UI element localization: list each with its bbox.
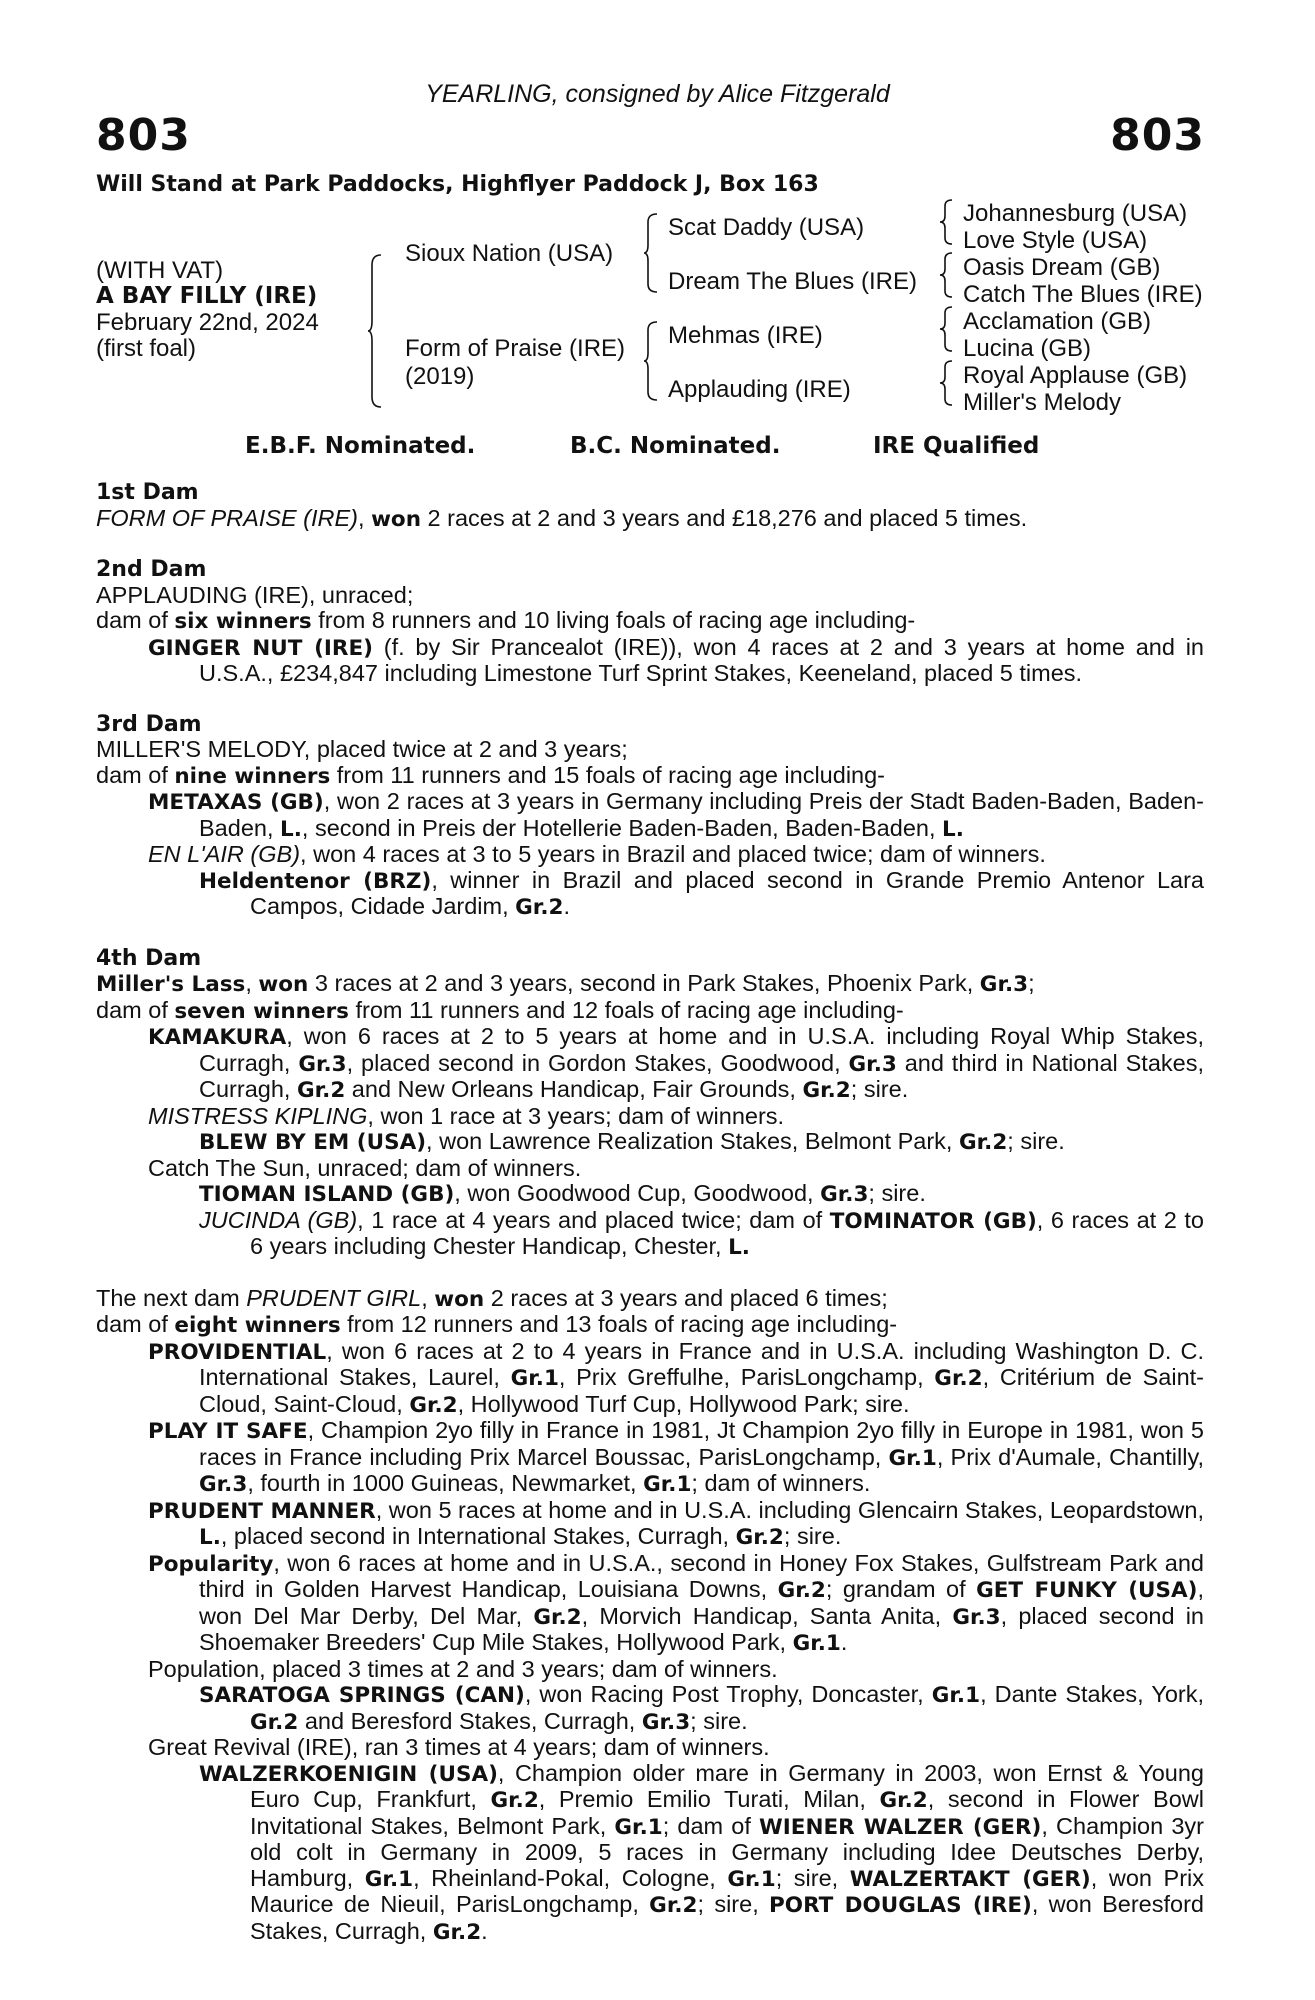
- bold-text: L.: [199, 1525, 221, 1550]
- bold-text: Gr.3: [298, 1051, 347, 1077]
- text: , 1 race at 4 years and placed twice; dam of: [357, 1206, 830, 1233]
- text: dam of: [96, 761, 175, 788]
- text: , fourth in 1000 Guineas, Newmarket,: [247, 1470, 644, 1496]
- text: from 11 runners and 15 foals of racing age including-: [330, 761, 886, 788]
- text: dam of: [96, 607, 175, 633]
- family-record: [96, 480, 1204, 1945]
- stand-location: Will Stand at Park Paddocks, Highflyer Paddock J, Box 163: [96, 172, 819, 197]
- pedigree-ggparent-4: Catch The Blues (IRE): [963, 281, 1203, 308]
- bold-text: PROVIDENTIAL: [148, 1339, 327, 1365]
- bold-text: Gr.1: [792, 1631, 841, 1656]
- bold-text: L.: [942, 816, 964, 842]
- dam-section: [96, 712, 1204, 921]
- text: , won Goodwood Cup, Goodwood,: [454, 1180, 821, 1206]
- bold-text: Gr.3: [641, 1709, 691, 1735]
- bold-text: won: [371, 506, 422, 532]
- text: , won 1 race at 3 years; dam of winners.: [367, 1102, 785, 1129]
- record-entry: [96, 506, 1204, 533]
- pedigree-ggparent-6: Lucina (GB): [963, 335, 1092, 362]
- lot-number-right: 803: [1110, 110, 1205, 161]
- record-entry: [96, 1312, 1204, 1339]
- bold-text: PLAY IT SAFE: [148, 1419, 308, 1444]
- text: ,: [421, 1284, 435, 1311]
- pedigree-sire-sire: Scat Daddy (USA): [668, 214, 865, 241]
- pedigree-ggparent-2: Love Style (USA): [963, 227, 1148, 254]
- text: , Champion 2yo filly in France in 1981, Jt Champion 2yo filly in Europe in 1981, won 5 races in France including Prix Marcel Boussac, ParisLongchamp,: [199, 1417, 1204, 1470]
- text: from 8 runners and 10 living foals of racing age including-: [311, 607, 916, 633]
- text: ; sire.: [783, 1523, 842, 1549]
- pedigree-ggparent-1: Johannesburg (USA): [963, 200, 1188, 227]
- bold-text: Gr.1: [614, 1814, 663, 1840]
- record-entry: [96, 1498, 1204, 1551]
- bold-text: PRUDENT MANNER: [148, 1498, 376, 1524]
- text: 2 races at 3 years and placed 6 times;: [484, 1284, 888, 1311]
- italic-text: EN L'AIR (GB): [148, 841, 301, 867]
- text: 2 races at 2 and 3 years and £18,276 and placed 5 times.: [421, 504, 1028, 531]
- bold-text: GET FUNKY (USA): [976, 1578, 1198, 1603]
- bold-text: TOMINATOR (GB): [829, 1208, 1037, 1234]
- bold-text: seven winners: [174, 998, 349, 1024]
- pedigree-bracket-g12: [940, 200, 954, 244]
- ebf-nomination: E.B.F. Nominated.: [245, 433, 476, 459]
- record-entry: [96, 1024, 1204, 1104]
- pedigree-ggparent-7: Royal Applause (GB): [963, 362, 1188, 389]
- bold-text: Gr.2: [409, 1392, 458, 1418]
- pedigree-bracket-main: [368, 255, 384, 407]
- bold-text: METAXAS (GB): [148, 790, 324, 815]
- text: , second in Flower Bowl Invitational Stakes, Belmont Park,: [250, 1786, 1204, 1839]
- text: , placed second in International Stakes, Curragh,: [220, 1523, 736, 1549]
- text: ; dam of: [662, 1812, 760, 1839]
- bold-text: Gr.2: [649, 1893, 698, 1918]
- text: , won Del Mar Derby, Del Mar,: [199, 1576, 1204, 1629]
- text: , Critérium de Saint-Cloud, Saint-Cloud,: [199, 1364, 1205, 1417]
- text: , 6 races at 2 to 6 years including Chester Handicap, Chester,: [250, 1206, 1204, 1259]
- bold-text: six winners: [174, 609, 312, 634]
- text: , won Prix Maurice de Nieuil, ParisLongchamp,: [250, 1864, 1205, 1917]
- text: , placed second in Gordon Stakes, Goodwood,: [346, 1049, 849, 1076]
- text: , won Lawrence Realization Stakes, Belmont Park,: [426, 1128, 959, 1154]
- text: , Morvich Handicap, Santa Anita,: [581, 1602, 953, 1629]
- pedigree-ggparent-3: Oasis Dream (GB): [963, 254, 1161, 281]
- bold-text: WALZERTAKT (GER): [849, 1866, 1091, 1892]
- text: Catch The Sun, unraced; dam of winners.: [148, 1154, 582, 1181]
- record-entry: [96, 998, 1204, 1025]
- bold-text: Gr.2: [432, 1919, 482, 1945]
- pedigree-dam-dam: Applauding (IRE): [668, 376, 851, 403]
- bold-text: won: [258, 972, 309, 997]
- text: ,: [245, 970, 259, 996]
- pedigree-bracket-dam: [644, 322, 660, 400]
- text: , won 4 races at 3 to 5 years in Brazil and placed twice; dam of winners.: [300, 841, 1046, 867]
- text: from 11 runners and 12 foals of racing age including-: [348, 996, 904, 1023]
- section-title: 4th Dam: [96, 945, 202, 971]
- bold-text: Gr.2: [250, 1709, 299, 1735]
- horse-dob: February 22nd, 2024: [96, 309, 319, 336]
- italic-text: JUCINDA (GB): [199, 1206, 358, 1233]
- pedigree-dam-year: (2019): [405, 363, 475, 390]
- bold-text: Gr.2: [958, 1130, 1008, 1155]
- text: , Premio Emilio Turati, Milan,: [538, 1786, 880, 1812]
- record-entry: [96, 1551, 1204, 1657]
- bold-text: Gr.1: [643, 1472, 692, 1497]
- section-title: 2nd Dam: [96, 557, 207, 582]
- record-entry: [96, 1339, 1204, 1419]
- record-entry: [96, 1286, 1204, 1313]
- text: , Prix d'Aumale, Chantilly,: [936, 1443, 1204, 1470]
- pedigree-sire-dam: Dream The Blues (IRE): [668, 268, 917, 295]
- pedigree-dam: Form of Praise (IRE): [405, 335, 626, 362]
- section-title: 3rd Dam: [96, 711, 202, 737]
- text: ; grandam of: [825, 1576, 977, 1602]
- text: and third in National Stakes, Curragh,: [199, 1049, 1205, 1102]
- bold-text: Gr.1: [510, 1366, 559, 1391]
- bold-text: Popularity: [148, 1551, 274, 1577]
- text: , won 2 races at 3 years in Germany including Preis der Stadt Baden-Baden, Baden-Baden,: [199, 788, 1204, 841]
- text: Great Revival (IRE), ran 3 times at 4 years; dam of winners.: [148, 1734, 770, 1760]
- pedigree-sire: Sioux Nation (USA): [405, 240, 614, 267]
- pedigree-bracket-g56: [940, 307, 954, 351]
- lot-number-left: 803: [96, 110, 191, 161]
- record-entry: [96, 763, 1204, 790]
- bc-nomination: B.C. Nominated.: [570, 433, 781, 459]
- bold-text: WALZERKOENIGIN (USA): [199, 1761, 498, 1787]
- text: , Champion 3yr old colt in Germany in 2009, 5 races in Germany including Idee Deutsches Derby, Hamburg,: [250, 1812, 1204, 1891]
- text: 3 races at 2 and 3 years, second in Park Stakes, Phoenix Park,: [308, 970, 980, 996]
- record-entry: [96, 868, 1204, 921]
- bold-text: Gr.1: [888, 1445, 937, 1471]
- bold-text: GINGER NUT (IRE): [148, 635, 373, 661]
- dam-section: [96, 1286, 1204, 1946]
- text: Population, placed 3 times at 2 and 3 years; dam of winners.: [148, 1655, 778, 1682]
- text: and Beresford Stakes, Curragh,: [298, 1707, 642, 1734]
- italic-text: MISTRESS KIPLING: [148, 1102, 368, 1129]
- text: and New Orleans Handicap, Fair Grounds,: [345, 1076, 803, 1102]
- horse-name: A BAY FILLY (IRE): [96, 283, 318, 309]
- record-entry: [96, 1208, 1204, 1261]
- text: ; sire.: [868, 1180, 926, 1206]
- bold-text: TIOMAN ISLAND (GB): [199, 1182, 455, 1207]
- text: ; sire.: [850, 1076, 909, 1102]
- bold-text: Gr.2: [879, 1788, 928, 1813]
- dam-section: [96, 557, 1204, 687]
- bold-text: L.: [728, 1235, 750, 1260]
- record-entry: [96, 842, 1204, 868]
- italic-text: FORM OF PRAISE (IRE): [96, 504, 358, 531]
- bold-text: Gr.3: [199, 1472, 248, 1497]
- bold-text: eight winners: [174, 1313, 341, 1338]
- text: , winner in Brazil and placed second in Grande Premio Antenor Lara Campos, Cidade Jardim,: [250, 866, 1204, 919]
- text: The next dam: [96, 1284, 247, 1311]
- record-entry: [96, 1156, 1204, 1182]
- bold-text: L.: [280, 816, 302, 842]
- bold-text: Gr.2: [490, 1788, 539, 1813]
- text: from 12 runners and 13 foals of racing age including-: [340, 1311, 898, 1337]
- record-entry: [96, 608, 1204, 635]
- bold-text: Heldentenor (BRZ): [199, 868, 432, 894]
- bold-text: Gr.2: [934, 1366, 983, 1391]
- text: ; sire,: [775, 1864, 850, 1891]
- consignment-line: YEARLING, consigned by Alice Fitzgerald: [425, 80, 890, 108]
- pedigree-ggparent-5: Acclamation (GB): [963, 308, 1152, 335]
- bold-text: nine winners: [174, 763, 331, 789]
- text: ; sire.: [690, 1707, 748, 1734]
- text: , Dante Stakes, York,: [980, 1681, 1205, 1707]
- bold-text: BLEW BY EM (USA): [199, 1130, 427, 1155]
- text: ;: [1028, 970, 1035, 996]
- record-entry: [96, 1735, 1204, 1761]
- bold-text: Gr.2: [296, 1078, 346, 1103]
- text: dam of: [96, 1311, 175, 1337]
- text: , won 6 races at 2 to 4 years in France and in U.S.A. including Washington D. C. International Stakes, Laurel,: [199, 1337, 1204, 1390]
- bold-text: Gr.1: [931, 1683, 981, 1708]
- record-entry: [96, 1418, 1204, 1498]
- record-entry: [96, 1129, 1204, 1156]
- text: dam of: [96, 996, 175, 1023]
- text: , won 6 races at home and in U.S.A., second in Honey Fox Stakes, Gulfstream Park and third in Golden Harvest Handicap, Louisiana Downs,: [199, 1549, 1204, 1602]
- bold-text: Gr.2: [735, 1525, 784, 1550]
- horse-foal-note: (first foal): [96, 335, 197, 362]
- bold-text: WIENER WALZER (GER): [759, 1814, 1042, 1840]
- bold-text: Gr.3: [820, 1182, 869, 1207]
- bold-text: Gr.2: [802, 1078, 851, 1103]
- text: , second in Preis der Hotellerie Baden-Baden, Baden-Baden,: [301, 814, 943, 841]
- section-title: 1st Dam: [96, 480, 199, 505]
- bold-text: Gr.3: [848, 1051, 897, 1077]
- text: , Champion older mare in Germany in 2003, won Ernst & Young Euro Cup, Frankfurt,: [250, 1759, 1204, 1812]
- record-entry: [96, 1761, 1204, 1946]
- record-entry: [96, 635, 1204, 687]
- text: , won Racing Post Trophy, Doncaster,: [524, 1681, 932, 1707]
- text: MILLER'S MELODY, placed twice at 2 and 3 years;: [96, 736, 628, 762]
- text: , Rheinland-Pokal, Cologne,: [413, 1864, 728, 1891]
- dam-section: [96, 946, 1204, 1261]
- pedigree-ggparent-8: Miller's Melody: [963, 389, 1121, 416]
- bold-text: Gr.3: [979, 972, 1029, 997]
- text: , Hollywood Turf Cup, Hollywood Park; sire.: [457, 1390, 910, 1417]
- text: , Prix Greffulhe, ParisLongchamp,: [558, 1364, 935, 1390]
- text: .: [481, 1917, 488, 1944]
- record-entry: [96, 583, 1204, 609]
- bold-text: PORT DOUGLAS (IRE): [769, 1893, 1032, 1918]
- text: , won 5 races at home and in U.S.A. including Glencairn Stakes, Leopardstown,: [375, 1496, 1205, 1523]
- bold-text: SARATOGA SPRINGS (CAN): [199, 1683, 525, 1708]
- text: ; sire.: [1007, 1128, 1065, 1154]
- pedigree-dam-sire: Mehmas (IRE): [668, 322, 823, 349]
- text: (f. by Sir Prancealot (IRE)), won 4 races at 2 and 3 years at home and in U.S.A., £234,847 including Limestone Turf Sprint Stakes, Keeneland, placed 5 times.: [199, 633, 1204, 686]
- text: , placed second in Shoemaker Breeders' Cup Mile Stakes, Hollywood Park,: [199, 1602, 1205, 1655]
- bold-text: won: [434, 1286, 485, 1312]
- text: APPLAUDING (IRE), unraced;: [96, 581, 414, 608]
- record-entry: [96, 1657, 1204, 1683]
- bold-text: Gr.2: [515, 895, 564, 920]
- bold-text: Gr.2: [777, 1578, 826, 1603]
- text: ,: [358, 504, 372, 531]
- text: , won Beresford Stakes, Curragh,: [250, 1891, 1204, 1944]
- dam-section: [96, 480, 1204, 532]
- record-entry: [96, 971, 1204, 998]
- vat-note: (WITH VAT): [96, 257, 224, 284]
- bold-text: KAMAKURA: [148, 1025, 287, 1050]
- pedigree-bracket-sire: [644, 214, 660, 292]
- text: ; dam of winners.: [691, 1470, 871, 1496]
- text: ; sire,: [697, 1891, 770, 1917]
- record-entry: [96, 1181, 1204, 1208]
- ire-qualified: IRE Qualified: [873, 433, 1040, 459]
- record-entry: [96, 1682, 1204, 1735]
- bold-text: Gr.2: [533, 1604, 582, 1630]
- bold-text: Gr.1: [364, 1866, 414, 1892]
- italic-text: PRUDENT GIRL: [246, 1284, 422, 1311]
- bold-text: Gr.3: [952, 1604, 1001, 1630]
- text: , won 6 races at 2 to 5 years at home and in U.S.A. including Royal Whip Stakes, Curragh,: [199, 1023, 1204, 1076]
- record-entry: [96, 789, 1204, 842]
- record-entry: [96, 737, 1204, 763]
- pedigree-bracket-g34: [940, 253, 954, 297]
- pedigree-bracket-g78: [940, 361, 954, 405]
- bold-text: Gr.1: [727, 1866, 776, 1892]
- text: .: [563, 893, 570, 919]
- record-entry: [96, 1104, 1204, 1130]
- bold-text: Miller's Lass: [96, 972, 246, 997]
- text: .: [840, 1629, 848, 1655]
